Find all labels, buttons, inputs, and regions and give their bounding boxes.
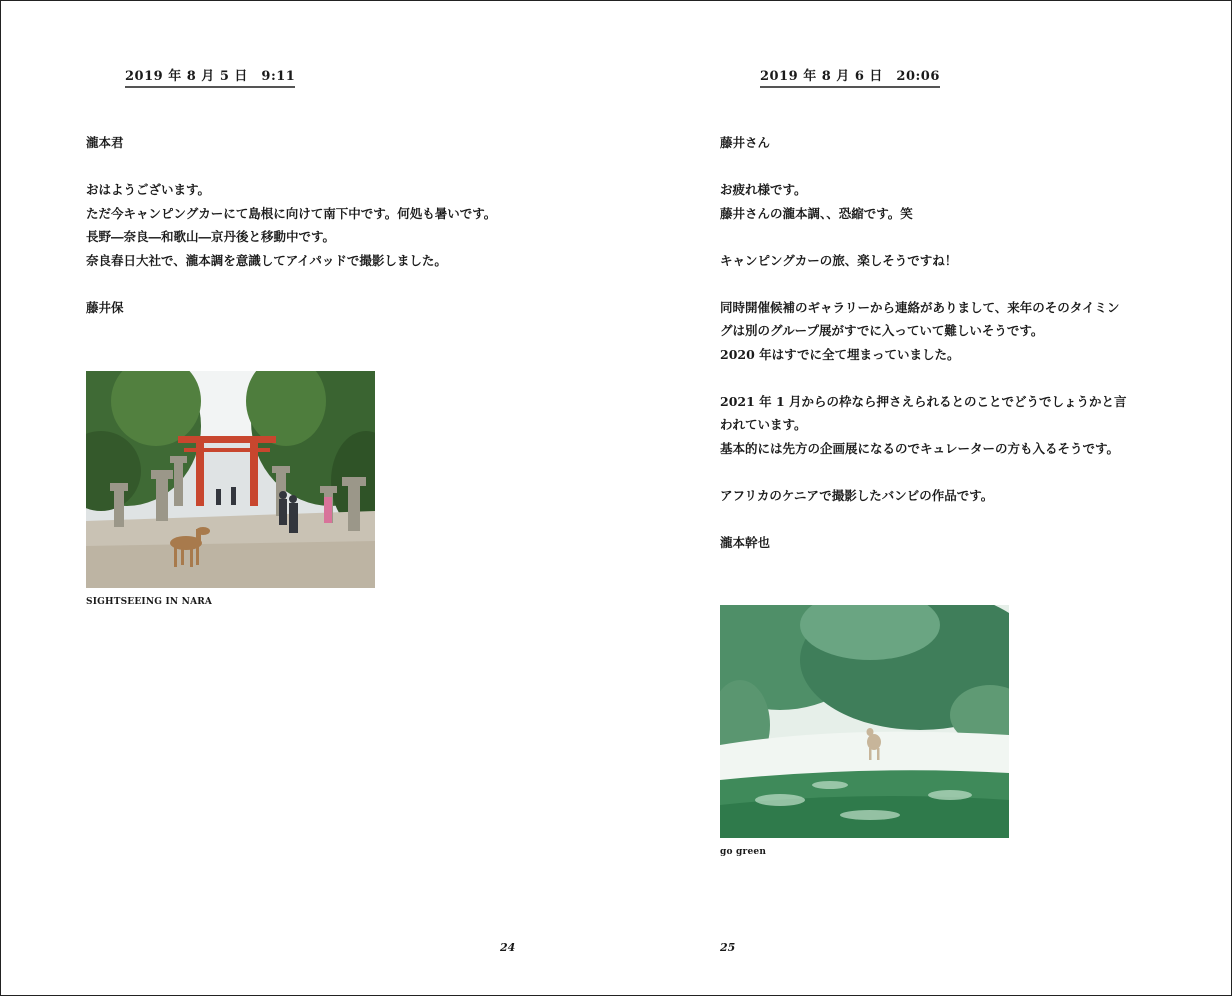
letter-line: 2020 年はすでに全て埋まっていました。 [720, 346, 960, 362]
letter-line: 基本的には先方の企画展になるのでキュレーターの方も入るそうです。 [720, 440, 1120, 456]
right-photo-caption: go green [720, 847, 767, 857]
right-letter [720, 131, 1180, 578]
left-date-heading: 2019 年 8 月 5 日 9:11 [125, 65, 295, 88]
torii-gate-illustration [86, 371, 375, 588]
letter-paragraph [720, 249, 1180, 273]
letter-line: グは別のグループ展がすでに入っていて難しいそうです。 [720, 323, 1044, 338]
nara-photo [86, 371, 375, 588]
letter-paragraph [720, 178, 1180, 225]
signature [86, 296, 566, 320]
letter-line: キャンピングカーの旅、楽しそうですね！ [720, 252, 958, 268]
right-page-number: 25 [720, 941, 736, 954]
right-page [616, 1, 1231, 995]
letter-line: 2021 年 1 月からの枠なら押さえられるとのことでどうでしょうかと言 [720, 393, 1127, 409]
salutation [86, 131, 566, 155]
letter-line: アフリカのケニアで撮影したバンビの作品です。 [720, 487, 994, 503]
letter-line: 同時開催候補のギャラリーから連絡がありまして、来年のそのタイミン [720, 299, 1120, 315]
letter-line: ただ今キャンピングカーにて島根に向けて南下中です。何処も暑いです。 [86, 205, 497, 221]
letter-paragraph [720, 296, 1180, 367]
left-page [1, 1, 616, 995]
letter-line: 瀧本幹也 [720, 534, 771, 550]
salutation [720, 131, 1180, 155]
right-date-heading: 2019 年 8 月 6 日 20:06 [760, 65, 940, 88]
signature [720, 531, 1180, 555]
letter-line: 藤井さんの瀧本調、、恐縮です。笑 [720, 205, 913, 221]
letter-line: 瀧本君 [86, 135, 124, 150]
left-photo-caption: SIGHTSEEING IN NARA [86, 597, 213, 607]
letter-paragraph [720, 390, 1180, 461]
left-page-number: 24 [500, 941, 516, 954]
letter-paragraph [86, 178, 566, 272]
letter-line: 奈良春日大社で、瀧本調を意識してアイパッドで撮影しました。 [86, 252, 447, 268]
letter-line: 長野―奈良―和歌山―京丹後と移動中です。 [86, 229, 336, 244]
go-green-photo [720, 605, 1009, 838]
letter-line: おはようございます。 [86, 182, 211, 197]
letter-line: お疲れ様です。 [720, 182, 807, 197]
letter-paragraph [720, 484, 1180, 508]
letter-line: 藤井さん [720, 135, 771, 150]
letter-line: 藤井保 [86, 299, 124, 315]
left-letter [86, 131, 566, 343]
letter-line: われています。 [720, 417, 807, 432]
fawn-forest-illustration [720, 605, 1009, 838]
